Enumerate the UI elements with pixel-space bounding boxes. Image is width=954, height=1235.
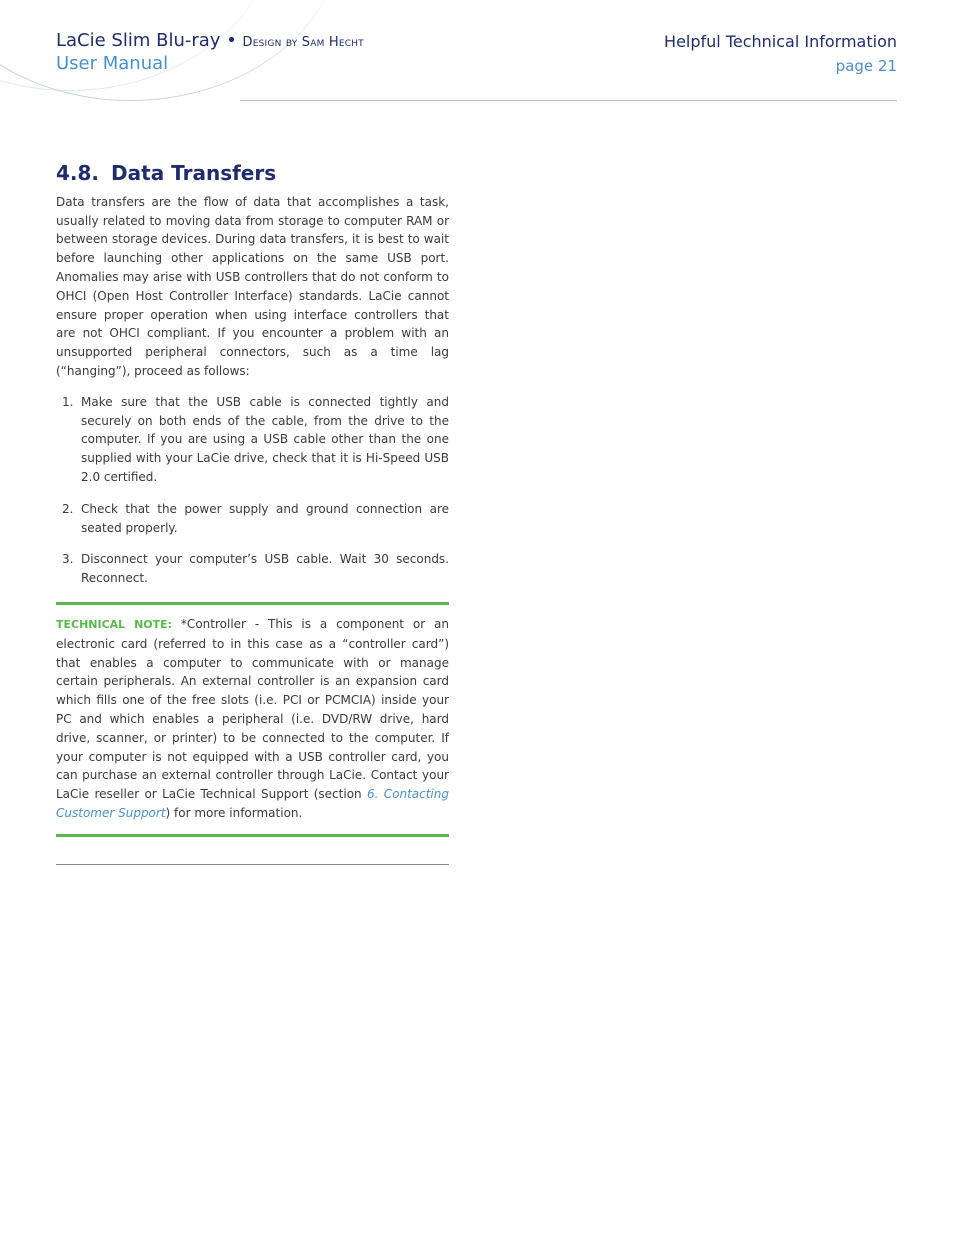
intro-paragraph: Data transfers are the flow of data that accomplishes a task, usually related to moving data from storage to computer RAM or between storage devices. During data transfers, it is best to wait before launching other applications on the same USB port. Anomalies may arise with USB controllers that do not conform to OHCI (Open Host Controller Interface) standards. LaCie cannot ensure proper operation when using interface controllers that are not OHCI compliant. If you encounter a problem with an unsupported peripheral connectors, such as a time lag (“hanging”), proceed as follows: [56, 194, 449, 378]
technical-note [56, 615, 449, 823]
designer-credit: Design by Sam Hecht [242, 35, 364, 50]
note-top-rule [56, 601, 449, 605]
step-number: 3. [62, 552, 74, 567]
header-left [56, 30, 364, 74]
step-text: Make sure that the USB cable is connected tightly and securely on both ends of the cable, from the drive to the computer. If you are using a USB cable other than the one supplied with your LaCie drive, check that it is Hi-Speed USB 2.0 certified. [81, 394, 449, 484]
section-number: 4.8. [56, 161, 100, 185]
step-number: 1. [62, 394, 74, 409]
header-right [664, 32, 897, 75]
list-item [56, 500, 449, 538]
product-name: LaCie Slim Blu-ray [56, 30, 221, 51]
main-content [56, 161, 449, 865]
step-text: Check that the power supply and ground connection are seated properly. [81, 501, 449, 535]
header-rule [240, 100, 897, 101]
list-item [56, 393, 449, 487]
document-name: User Manual [56, 53, 169, 74]
note-tail: ) for more information. [165, 805, 303, 820]
steps-list [56, 393, 449, 588]
title-bullet: • [226, 30, 237, 51]
product-title [56, 30, 364, 51]
note-label: TECHNICAL NOTE: [56, 617, 173, 631]
step-text: Disconnect your computer’s USB cable. Wait 30 seconds. Reconnect. [81, 552, 449, 586]
section-title: Data Transfers [111, 161, 277, 185]
note-text: *Controller - This is a component or an electronic card (referred to in this case as a “controller card”) that enables a computer to communicate with or manage certain peripherals. An external controller is an expansion card which fills one of the free slots (i.e. PCI or PCMCIA) inside your PC and which enables a peripheral (i.e. DVD/RW drive, hard drive, scanner, or printer) to be connected to the computer. If your computer is not equipped with a USB controller card, you can purchase an external controller through LaCie. Contact your LaCie reseller or LaCie Technical Support (section [56, 616, 449, 802]
chapter-name: Helpful Technical Information [664, 32, 897, 51]
note-bottom-rule [56, 833, 449, 837]
step-number: 2. [62, 501, 74, 516]
section-heading [56, 161, 449, 185]
page-number: page 21 [835, 57, 897, 75]
list-item [56, 550, 449, 588]
section-end-rule [56, 864, 449, 865]
contact-support-link[interactable]: 6. Contacting Customer Support [56, 787, 449, 820]
